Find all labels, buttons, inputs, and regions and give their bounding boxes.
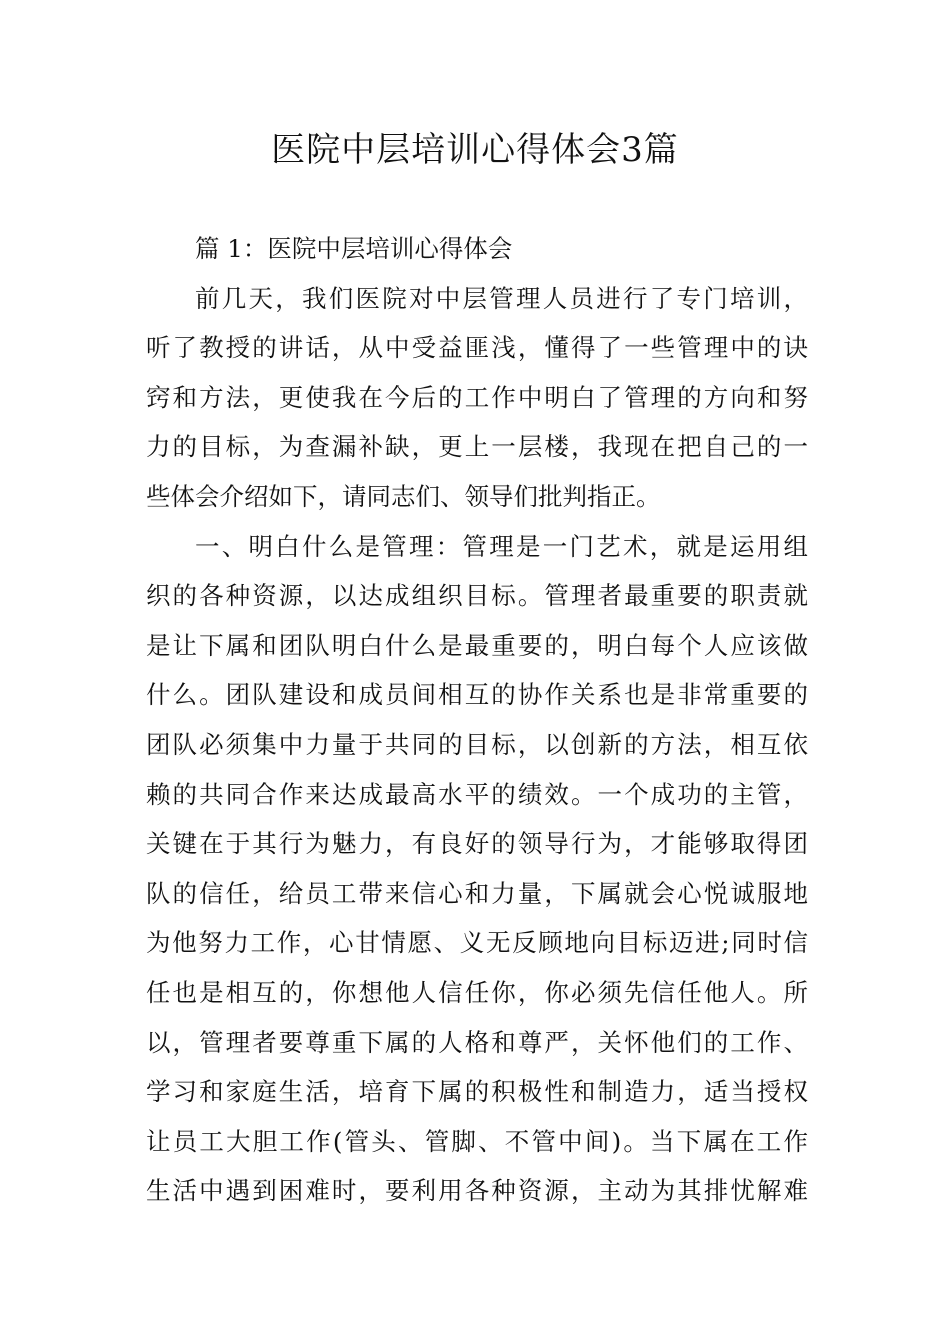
paragraph-management	[146, 522, 808, 1216]
section-heading	[146, 224, 808, 274]
paragraph-line: 是让下属和团队明白什么是最重要的，明白每个人应该做	[146, 630, 808, 660]
paragraph-line: 关键在于其行为魅力，有良好的领导行为，才能够取得团	[146, 829, 808, 859]
paragraph-line: 队的信任，给员工带来信心和力量，下属就会心悦诚服地	[146, 878, 808, 908]
paragraph-line: 学习和家庭生活，培育下属的积极性和制造力，适当授权	[146, 1077, 808, 1107]
paragraph-line: 为他努力工作，心甘情愿、义无反顾地向目标迈进;同时信	[146, 928, 808, 958]
paragraph-line: 任也是相互的，你想他人信任你，你必须先信任他人。所	[146, 977, 808, 1007]
paragraph-line: 团队必须集中力量于共同的目标，以创新的方法，相互依	[146, 729, 808, 759]
paragraph-line: 让员工大胆工作(管头、管脚、不管中间)。当下属在工作	[146, 1126, 808, 1156]
document-title: 医院中层培训心得体会3篇	[271, 130, 679, 170]
paragraph-line: 什么。团队建设和成员间相互的协作关系也是非常重要的	[146, 680, 808, 710]
paragraph-line: 生活中遇到困难时，要利用各种资源，主动为其排忧解难	[146, 1176, 808, 1206]
paragraph-line: 织的各种资源，以达成组织目标。管理者最重要的职责就	[146, 581, 808, 611]
paragraph-line: 窍和方法，更使我在今后的工作中明白了管理的方向和努	[146, 382, 808, 412]
paragraph-line: 力的目标，为查漏补缺，更上一层楼，我现在把自己的一	[146, 432, 808, 462]
paragraph-line: 听了教授的讲话，从中受益匪浅，懂得了一些管理中的诀	[146, 333, 808, 363]
document-body	[146, 224, 808, 1216]
paragraph-line: 赖的共同合作来达成最高水平的绩效。一个成功的主管，	[146, 779, 808, 809]
paragraph-line: 以，管理者要尊重下属的人格和尊严，关怀他们的工作、	[146, 1027, 808, 1057]
paragraph-line: 前几天，我们医院对中层管理人员进行了专门培训，	[195, 283, 808, 313]
paragraph-line: 一、明白什么是管理：管理是一门艺术，就是运用组	[195, 531, 808, 561]
section-heading-text: 篇 1：医院中层培训心得体会	[195, 234, 513, 263]
paragraph-line: 些体会介绍如下，请同志们、领导们批判指正。	[146, 481, 661, 511]
paragraph-intro	[146, 274, 808, 522]
